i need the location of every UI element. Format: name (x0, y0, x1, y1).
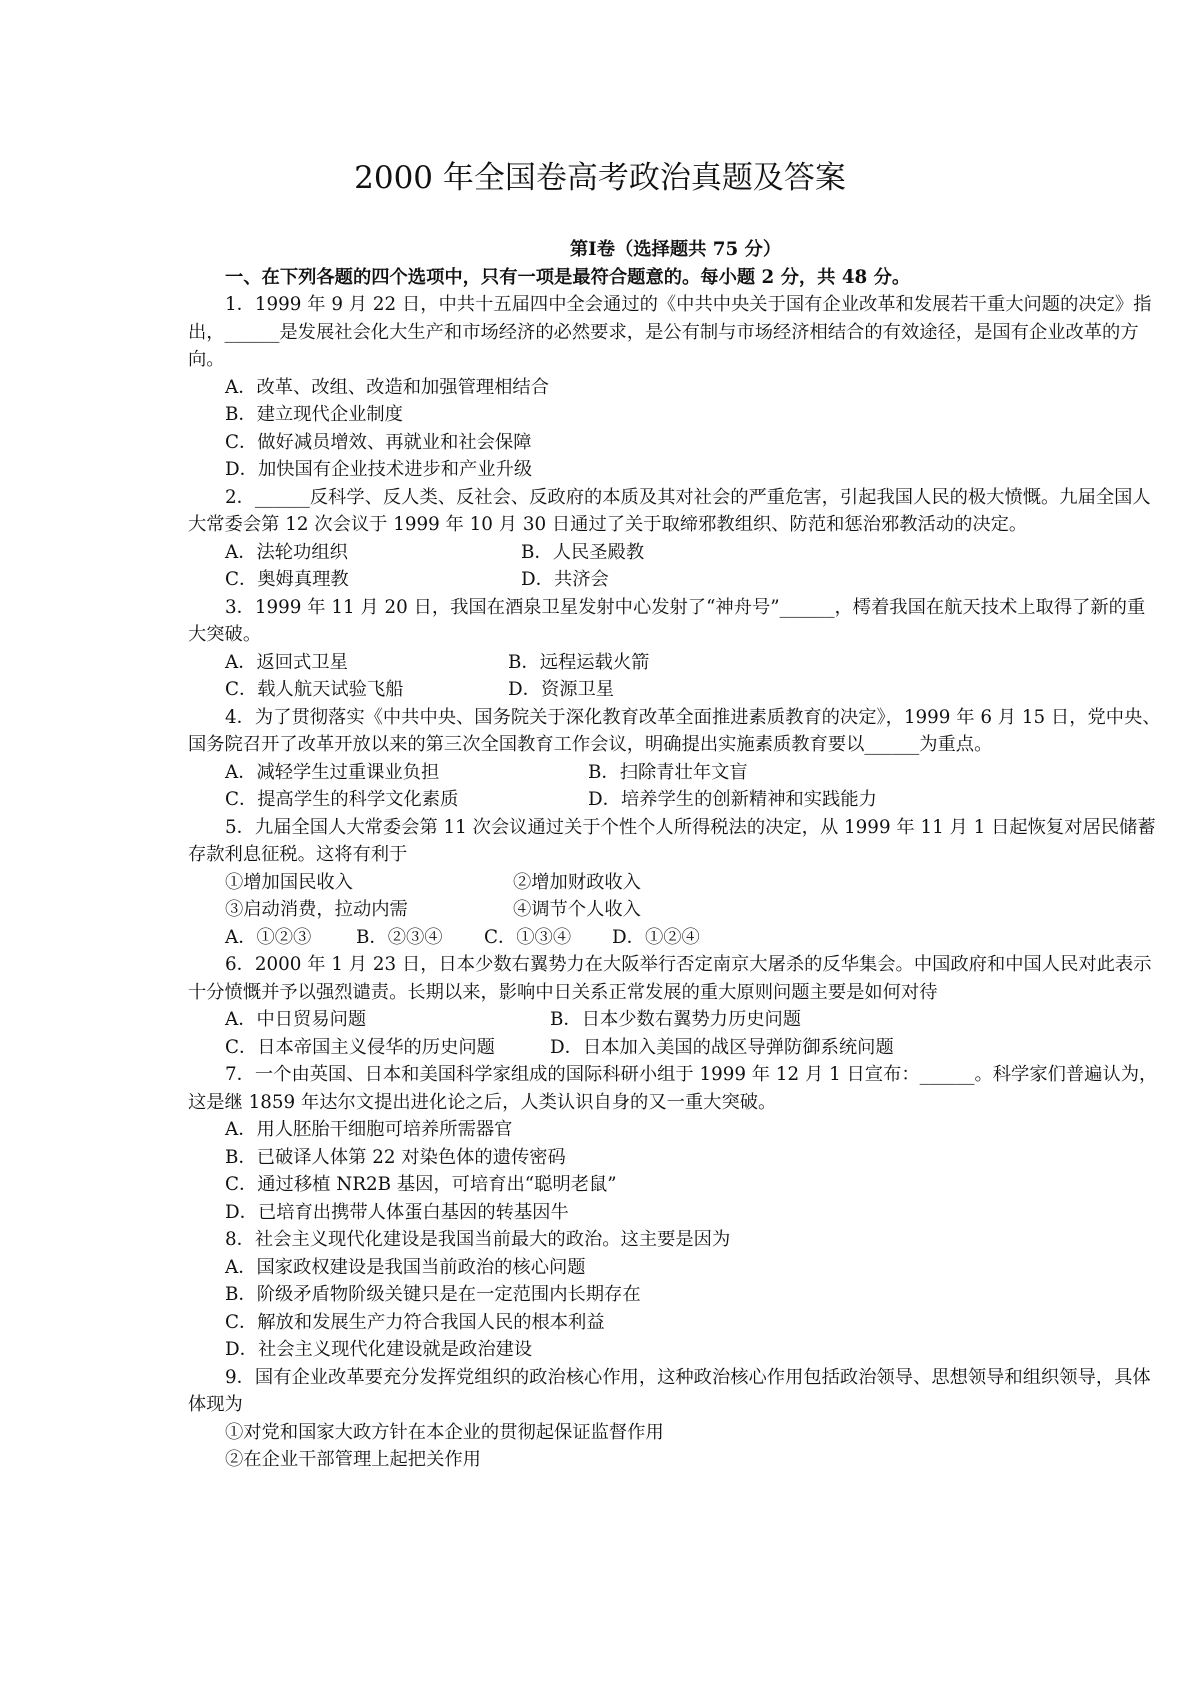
q5-items-row-2 (188, 896, 1163, 924)
q5-option-b: B．②③④ (356, 926, 443, 948)
question-8-stem: 8．社会主义现代化建设是我国当前最大的政治。这主要是因为 (225, 1229, 731, 1250)
question-4-stem: 4．为了贯彻落实《中共中央、国务院关于深化教育改革全面推进素质教育的决定》，1999 年 6 月 15 日，党中央、国务院召开了改革开放以来的第三次全国教育工作会议，明确提出实施素质教育要以______为重点。 (188, 706, 1161, 755)
q5-options-row (188, 924, 1163, 952)
q8-option-a: A．国家政权建设是我国当前政治的核心问题 (225, 1256, 586, 1278)
q6-options-row-2 (188, 1034, 1163, 1062)
q8-option-d: D．社会主义现代化建设就是政治建设 (225, 1339, 533, 1360)
q2-option-b: B．人民圣殿教 (521, 541, 645, 563)
q5-option-a: A．①②③ (225, 926, 312, 948)
section-title: 第Ⅰ卷（选择题共 75 分） (569, 239, 782, 260)
q3-options-row-1 (188, 649, 1163, 677)
q5-item-1: ①增加国民收入 (225, 871, 353, 893)
q4-option-b: B．扫除青壮年文盲 (588, 761, 748, 783)
q2-options-row-2 (188, 566, 1163, 594)
q5-option-d: D．①②④ (612, 926, 700, 948)
q6-option-d: D．日本加入美国的战区导弹防御系统问题 (550, 1036, 894, 1058)
q8-option-c: C．解放和发展生产力符合我国人民的根本利益 (225, 1311, 605, 1333)
q7-option-c: C．通过移植 NR2B 基因，可培育出“聪明老鼠” (225, 1174, 617, 1195)
q5-item-4: ④调节个人收入 (513, 899, 641, 920)
q5-item-3: ③启动消费，拉动内需 (225, 899, 408, 920)
q2-option-a: A．法轮功组织 (225, 541, 348, 563)
q4-option-c: C．提高学生的科学文化素质 (225, 789, 459, 810)
q6-option-c: C．日本帝国主义侵华的历史问题 (225, 1036, 495, 1058)
q3-option-a: A．返回式卫星 (225, 651, 348, 673)
q4-options-row-2 (188, 786, 1163, 814)
q9-item-2: ②在企业干部管理上起把关作用 (225, 1449, 481, 1470)
question-9-stem: 9．国有企业改革要充分发挥党组织的政治核心作用，这种政治核心作用包括政治领导、思想领导和组织领导，具体体现为 (188, 1366, 1151, 1415)
document-body (188, 236, 1163, 1474)
q4-options-row-1 (188, 759, 1163, 787)
q6-option-a: A．中日贸易问题 (225, 1009, 367, 1030)
q4-option-d: D．培养学生的创新精神和实践能力 (588, 789, 877, 810)
q2-options-row-1 (188, 539, 1163, 567)
q5-item-2: ②增加财政收入 (513, 871, 641, 893)
q8-option-b: B．阶级矛盾物阶级关键只是在一定范围内长期存在 (225, 1284, 641, 1305)
question-3-stem: 3．1999 年 11 月 20 日，我国在酒泉卫星发射中心发射了“神舟号”______，樗着我国在航天技术上取得了新的重大突破。 (188, 596, 1146, 645)
question-1-stem: 1．1999 年 9 月 22 日，中共十五届四中全会通过的《中共中央关于国有企业改革和发展若干重大问题的决定》指出，______是发展社会化大生产和市场经济的必然要求，是公有制与市场经济相结合的有效途径，是国有企业改革的方向。 (188, 294, 1152, 370)
q3-options-row-2 (188, 676, 1163, 704)
q6-option-b: B．日本少数右翼势力历史问题 (550, 1009, 802, 1030)
question-2-stem: 2．______反科学、反人类、反社会、反政府的本质及其对社会的严重危害，引起我国人民的极大愤慨。九届全国人大常委会第 12 次会议于 1999 年 10 月 30 日通过了关于取缔邪教组织、防范和惩治邪教活动的决定。 (188, 486, 1151, 535)
q9-item-1: ①对党和国家大政方针在本企业的贯彻起保证监督作用 (225, 1421, 664, 1443)
question-5-stem: 5．九届全国人大常委会第 11 次会议通过关于个性个人所得税法的决定，从 1999 年 11 月 1 日起恢复对居民储蓄存款利息征税。这将有利于 (188, 816, 1156, 865)
q1-option-c: C．做好减员增效、再就业和社会保障 (225, 431, 532, 453)
q7-option-b: B．已破译人体第 22 对染色体的遗传密码 (225, 1146, 566, 1168)
part1-heading: 一、在下列各题的四个选项中，只有一项是最符合题意的。每小题 2 分，共 48 分。 (225, 266, 911, 288)
q1-option-b: B．建立现代企业制度 (225, 404, 403, 425)
q2-option-d: D．共济会 (521, 569, 609, 590)
question-6-stem: 6．2000 年 1 月 23 日，日本少数右翼势力在大阪举行否定南京大屠杀的反华集会。中国政府和中国人民对此表示十分愤慨并予以强烈谴责。长期以来，影响中日关系正常发展的重大原则问题主要是如何对待 (188, 954, 1152, 1003)
document-title: 2000 年全国卷高考政治真题及答案 (354, 160, 846, 196)
q7-option-d: D．已培育出携带人体蛋白基因的转基因牛 (225, 1201, 569, 1223)
q1-option-d: D．加快国有企业技术进步和产业升级 (225, 459, 533, 480)
q3-option-b: B．远程运载火箭 (508, 651, 650, 673)
q3-option-d: D．资源卫星 (508, 679, 615, 700)
q5-option-c: C．①③④ (484, 926, 572, 948)
q4-option-a: A．减轻学生过重课业负担 (225, 761, 440, 783)
q3-option-c: C．载人航天试验飞船 (225, 679, 404, 700)
q7-option-a: A．用人胚胎干细胞可培养所需器官 (225, 1119, 513, 1140)
q2-option-c: C．奥姆真理教 (225, 569, 349, 590)
q6-options-row-1 (188, 1006, 1163, 1034)
q5-items-row-1 (188, 869, 1163, 897)
q1-option-a: A．改革、改组、改造和加强管理相结合 (225, 376, 549, 398)
question-7-stem: 7．一个由英国、日本和美国科学家组成的国际科研小组于 1999 年 12 月 1 日宣布：______。科学家们普遍认为，这是继 1859 年达尔文提出进化论之后，人类认识自身的又一重大突破。 (188, 1064, 1158, 1113)
